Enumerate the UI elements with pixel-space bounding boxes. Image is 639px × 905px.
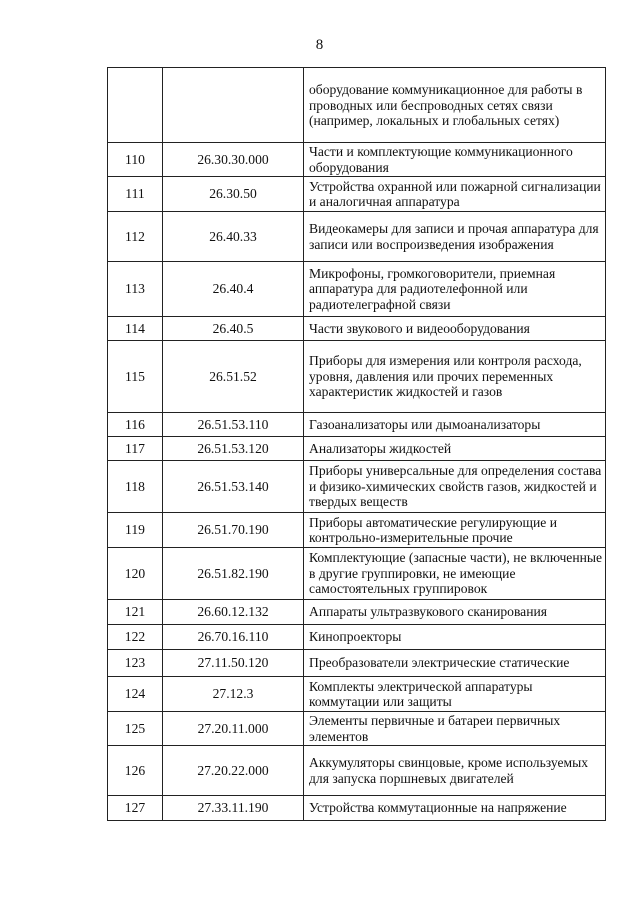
table-row — [108, 746, 606, 796]
table-row — [108, 548, 606, 600]
table-row — [108, 413, 606, 437]
row-number: 119 — [108, 513, 163, 548]
row-number: 117 — [108, 437, 163, 461]
row-code: 26.51.70.190 — [163, 513, 304, 548]
table-row — [108, 796, 606, 821]
row-description: Элементы первичные и батареи первичных элементов — [304, 712, 606, 746]
row-code: 26.40.4 — [163, 262, 304, 317]
row-description: Аппараты ультразвукового сканирования — [304, 600, 606, 625]
row-description: Газоанализаторы или дымоанализаторы — [304, 413, 606, 437]
row-description: Преобразователи электрические статические — [304, 650, 606, 677]
row-number: 118 — [108, 461, 163, 513]
table-row — [108, 513, 606, 548]
table-row — [108, 68, 606, 143]
row-number: 114 — [108, 317, 163, 341]
table-row — [108, 262, 606, 317]
table-row — [108, 677, 606, 712]
row-description: Части и комплектующие коммуникационного оборудования — [304, 143, 606, 177]
row-description: Микрофоны, громкоговорители, приемная аппаратура для радиотелефонной или радиотелеграфной связи — [304, 262, 606, 317]
table-row — [108, 317, 606, 341]
table-row — [108, 177, 606, 212]
table-row — [108, 437, 606, 461]
row-code: 27.12.3 — [163, 677, 304, 712]
row-number: 120 — [108, 548, 163, 600]
row-description: оборудование коммуникационное для работы в проводных или беспроводных сетях связи (например, локальных и глобальных сетях) — [304, 68, 606, 143]
row-code: 27.20.22.000 — [163, 746, 304, 796]
table-row — [108, 625, 606, 650]
table-row — [108, 143, 606, 177]
row-number — [108, 68, 163, 143]
row-code: 26.30.50 — [163, 177, 304, 212]
table-row — [108, 650, 606, 677]
row-number: 113 — [108, 262, 163, 317]
row-code: 26.30.30.000 — [163, 143, 304, 177]
row-number: 125 — [108, 712, 163, 746]
row-number: 116 — [108, 413, 163, 437]
row-code: 26.51.53.120 — [163, 437, 304, 461]
row-code: 27.20.11.000 — [163, 712, 304, 746]
row-description: Устройства коммутационные на напряжение — [304, 796, 606, 821]
row-number: 115 — [108, 341, 163, 413]
row-code: 26.51.82.190 — [163, 548, 304, 600]
row-description: Устройства охранной или пожарной сигнализации и аналогичная аппаратура — [304, 177, 606, 212]
row-description: Аккумуляторы свинцовые, кроме используемых для запуска поршневых двигателей — [304, 746, 606, 796]
row-code: 26.70.16.110 — [163, 625, 304, 650]
row-description: Приборы для измерения или контроля расхода, уровня, давления или прочих переменных характеристик жидкостей и газов — [304, 341, 606, 413]
row-description: Видеокамеры для записи и прочая аппаратура для записи или воспроизведения изображения — [304, 212, 606, 262]
table-row — [108, 461, 606, 513]
table-row — [108, 212, 606, 262]
row-code: 26.51.53.110 — [163, 413, 304, 437]
row-description: Кинопроекторы — [304, 625, 606, 650]
row-description: Комплекты электрической аппаратуры коммутации или защиты — [304, 677, 606, 712]
row-code: 26.40.33 — [163, 212, 304, 262]
row-number: 121 — [108, 600, 163, 625]
row-description: Анализаторы жидкостей — [304, 437, 606, 461]
row-number: 126 — [108, 746, 163, 796]
classification-table — [107, 67, 606, 821]
row-number: 122 — [108, 625, 163, 650]
table-row — [108, 341, 606, 413]
row-description: Приборы автоматические регулирующие и контрольно-измерительные прочие — [304, 513, 606, 548]
row-code: 26.60.12.132 — [163, 600, 304, 625]
row-description: Комплектующие (запасные части), не включенные в другие группировки, не имеющие самостоятельных группировок — [304, 548, 606, 600]
table-row — [108, 712, 606, 746]
row-code: 27.11.50.120 — [163, 650, 304, 677]
row-code — [163, 68, 304, 143]
row-number: 127 — [108, 796, 163, 821]
row-number: 112 — [108, 212, 163, 262]
table-row — [108, 600, 606, 625]
row-number: 124 — [108, 677, 163, 712]
row-code: 26.40.5 — [163, 317, 304, 341]
row-code: 26.51.53.140 — [163, 461, 304, 513]
row-number: 110 — [108, 143, 163, 177]
row-description: Приборы универсальные для определения состава и физико-химических свойств газов, жидкостей и твердых веществ — [304, 461, 606, 513]
row-number: 111 — [108, 177, 163, 212]
row-number: 123 — [108, 650, 163, 677]
page-number: 8 — [315, 37, 324, 53]
row-description: Части звукового и видеооборудования — [304, 317, 606, 341]
row-code: 26.51.52 — [163, 341, 304, 413]
row-code: 27.33.11.190 — [163, 796, 304, 821]
